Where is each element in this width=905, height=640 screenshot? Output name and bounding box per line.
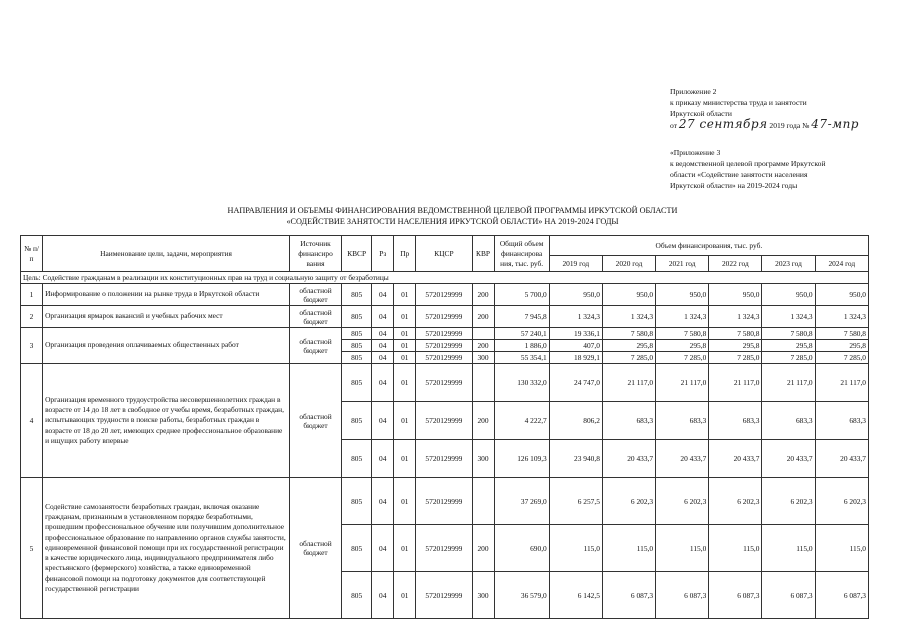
cell-pr: 01 [394, 306, 416, 328]
cell-total: 690,0 [494, 525, 549, 572]
cell-year-value: 1 324,3 [656, 306, 709, 328]
cell-total: 57 240,1 [494, 328, 549, 340]
cell-rz: 04 [372, 328, 394, 340]
cell-year-value: 1 324,3 [815, 306, 868, 328]
cell-kcsr: 5720129999 [416, 572, 472, 619]
col-num: № п/п [21, 236, 43, 272]
cell-kcsr: 5720129999 [416, 364, 472, 402]
cell-kvr [472, 364, 494, 402]
cell-pr: 01 [394, 572, 416, 619]
cell-kvsr: 805 [342, 306, 372, 328]
cell-total: 130 332,0 [494, 364, 549, 402]
cell-year-value: 950,0 [549, 284, 602, 306]
cell-year-value: 1 324,3 [549, 306, 602, 328]
cell-year-value: 7 285,0 [656, 352, 709, 364]
cell-kcsr: 5720129999 [416, 284, 472, 306]
cell-year-value: 6 202,3 [815, 478, 868, 525]
row-number: 3 [21, 328, 43, 364]
cell-total: 37 269,0 [494, 478, 549, 525]
cell-year-value: 7 580,8 [709, 328, 762, 340]
cell-year-value: 7 285,0 [815, 352, 868, 364]
appendix-line: Приложение 2 [670, 87, 717, 96]
cell-rz: 04 [372, 364, 394, 402]
cell-year-value: 21 117,0 [762, 364, 815, 402]
col-year: 2021 год [656, 256, 709, 272]
appendix-date-line [670, 119, 859, 130]
cell-year-value: 295,8 [762, 340, 815, 352]
cell-kvr [472, 478, 494, 525]
cell-kvr: 200 [472, 284, 494, 306]
document-title [0, 205, 905, 227]
cell-total: 36 579,0 [494, 572, 549, 619]
date-middle: 2019 года № [769, 121, 810, 130]
col-volume: Объем финансирования, тыс. руб. [549, 236, 868, 256]
cell-rz: 04 [372, 340, 394, 352]
cell-pr: 01 [394, 525, 416, 572]
cell-year-value: 23 940,8 [549, 440, 602, 478]
cell-year-value: 7 580,8 [762, 328, 815, 340]
cell-rz: 04 [372, 478, 394, 525]
handwritten-date: 27 сентября [678, 117, 768, 131]
cell-kvsr: 805 [342, 328, 372, 340]
cell-year-value: 21 117,0 [656, 364, 709, 402]
cell-pr: 01 [394, 478, 416, 525]
cell-pr: 01 [394, 284, 416, 306]
col-year: 2024 год [815, 256, 868, 272]
cell-pr: 01 [394, 340, 416, 352]
goal-text: Цель: Содействие гражданам в реализации их конституционных прав на труд и социальную защиту от безработицы [21, 272, 869, 284]
cell-rz: 04 [372, 284, 394, 306]
cell-kcsr: 5720129999 [416, 525, 472, 572]
cell-kvr: 200 [472, 306, 494, 328]
cell-year-value: 683,3 [762, 402, 815, 440]
cell-kvsr: 805 [342, 525, 372, 572]
row-number: 5 [21, 478, 43, 619]
table-row [21, 478, 869, 525]
cell-year-value: 950,0 [656, 284, 709, 306]
row-number: 2 [21, 306, 43, 328]
cell-year-value: 115,0 [709, 525, 762, 572]
cell-total: 126 109,3 [494, 440, 549, 478]
cell-year-value: 295,8 [709, 340, 762, 352]
cell-year-value: 683,3 [815, 402, 868, 440]
cell-pr: 01 [394, 440, 416, 478]
cell-year-value: 6 087,3 [762, 572, 815, 619]
cell-rz: 04 [372, 440, 394, 478]
cell-year-value: 24 747,0 [549, 364, 602, 402]
cell-year-value: 20 433,7 [602, 440, 655, 478]
table-row [21, 328, 869, 340]
cell-kvr: 300 [472, 572, 494, 619]
cell-year-value: 6 202,3 [656, 478, 709, 525]
cell-year-value: 950,0 [815, 284, 868, 306]
cell-kvsr: 805 [342, 440, 372, 478]
row-name: Информирование о положении на рынке труда в Иркутской области [43, 284, 290, 306]
cell-kvr: 300 [472, 440, 494, 478]
row-name: Организация временного трудоустройства несовершеннолетних граждан в возрасте от 14 до 18 лет в свободное от учебы время, безработных граждан, испытывающих трудности в поиске работы, безработных граждан в возрасте от 18 до 20 лет, имеющих среднее профессиональное образование и ищущих работу впервые [43, 364, 290, 478]
cell-total: 5 700,0 [494, 284, 549, 306]
cell-kvsr: 805 [342, 352, 372, 364]
cell-year-value: 950,0 [709, 284, 762, 306]
program-line: Иркутской области» на 2019-2024 годы [670, 181, 798, 190]
cell-year-value: 19 336,1 [549, 328, 602, 340]
row-source: областной бюджет [289, 364, 341, 478]
cell-year-value: 295,8 [656, 340, 709, 352]
cell-kvsr: 805 [342, 340, 372, 352]
cell-year-value: 6 202,3 [762, 478, 815, 525]
program-line: «Приложение 3 [670, 148, 721, 157]
cell-year-value: 21 117,0 [709, 364, 762, 402]
row-name: Организация ярмарок вакансий и учебных рабочих мест [43, 306, 290, 328]
row-number: 4 [21, 364, 43, 478]
cell-pr: 01 [394, 402, 416, 440]
cell-year-value: 6 087,3 [602, 572, 655, 619]
cell-kcsr: 5720129999 [416, 440, 472, 478]
col-kvr: КВР [472, 236, 494, 272]
cell-year-value: 1 324,3 [762, 306, 815, 328]
cell-year-value: 7 580,8 [656, 328, 709, 340]
col-kcsr: КЦСР [416, 236, 472, 272]
cell-rz: 04 [372, 525, 394, 572]
col-name: Наименование цели, задачи, мероприятия [43, 236, 290, 272]
cell-year-value: 7 580,8 [602, 328, 655, 340]
cell-year-value: 1 324,3 [602, 306, 655, 328]
cell-year-value: 806,2 [549, 402, 602, 440]
cell-kcsr: 5720129999 [416, 340, 472, 352]
title-line-1: НАПРАВЛЕНИЯ И ОБЪЕМЫ ФИНАНСИРОВАНИЯ ВЕДОМСТВЕННОЙ ЦЕЛЕВОЙ ПРОГРАММЫ ИРКУТСКОЙ ОБЛАСТИ [227, 206, 678, 215]
cell-kcsr: 5720129999 [416, 352, 472, 364]
cell-year-value: 115,0 [656, 525, 709, 572]
col-pr: Пр [394, 236, 416, 272]
col-kvsr: КВСР [342, 236, 372, 272]
col-rz: Рз [372, 236, 394, 272]
cell-kvsr: 805 [342, 572, 372, 619]
cell-rz: 04 [372, 352, 394, 364]
cell-year-value: 407,0 [549, 340, 602, 352]
financing-table [20, 235, 869, 619]
program-header [670, 147, 826, 191]
cell-kcsr: 5720129999 [416, 478, 472, 525]
row-source: областной бюджет [289, 306, 341, 328]
cell-total: 4 222,7 [494, 402, 549, 440]
cell-year-value: 115,0 [762, 525, 815, 572]
title-line-2: «СОДЕЙСТВИЕ ЗАНЯТОСТИ НАСЕЛЕНИЯ ИРКУТСКОЙ ОБЛАСТИ» НА 2019-2024 ГОДЫ [286, 217, 619, 226]
cell-pr: 01 [394, 352, 416, 364]
row-source: областной бюджет [289, 284, 341, 306]
cell-rz: 04 [372, 306, 394, 328]
table-row [21, 364, 869, 402]
program-line: к ведомственной целевой программе Иркутской [670, 159, 826, 168]
cell-kvsr: 805 [342, 402, 372, 440]
cell-year-value: 6 087,3 [815, 572, 868, 619]
cell-pr: 01 [394, 328, 416, 340]
program-line: области «Содействие занятости населения [670, 170, 808, 179]
cell-kcsr: 5720129999 [416, 306, 472, 328]
handwritten-number: 47-мпр [811, 117, 859, 131]
cell-year-value: 950,0 [762, 284, 815, 306]
col-year: 2022 год [709, 256, 762, 272]
cell-kcsr: 5720129999 [416, 402, 472, 440]
cell-kvsr: 805 [342, 478, 372, 525]
row-number: 1 [21, 284, 43, 306]
cell-total: 55 354,1 [494, 352, 549, 364]
cell-kvsr: 805 [342, 364, 372, 402]
cell-year-value: 21 117,0 [815, 364, 868, 402]
table-row [21, 306, 869, 328]
cell-pr: 01 [394, 364, 416, 402]
cell-total: 1 886,0 [494, 340, 549, 352]
appendix-header [670, 86, 859, 130]
cell-year-value: 20 433,7 [656, 440, 709, 478]
cell-kvr: 300 [472, 352, 494, 364]
cell-kvsr: 805 [342, 284, 372, 306]
cell-year-value: 1 324,3 [709, 306, 762, 328]
cell-year-value: 7 285,0 [602, 352, 655, 364]
cell-year-value: 683,3 [656, 402, 709, 440]
col-total: Общий объем финансирова ния, тыс. руб. [494, 236, 549, 272]
cell-year-value: 20 433,7 [762, 440, 815, 478]
cell-kvr: 200 [472, 340, 494, 352]
cell-rz: 04 [372, 572, 394, 619]
cell-year-value: 6 202,3 [602, 478, 655, 525]
header-row [21, 236, 869, 256]
cell-year-value: 7 285,0 [709, 352, 762, 364]
col-year: 2020 год [602, 256, 655, 272]
date-prefix: от [670, 121, 678, 130]
cell-year-value: 295,8 [815, 340, 868, 352]
row-source: областной бюджет [289, 478, 341, 619]
row-name: Организация проведения оплачиваемых общественных работ [43, 328, 290, 364]
appendix-line: к приказу министерства труда и занятости [670, 98, 807, 107]
cell-year-value: 20 433,7 [709, 440, 762, 478]
col-source: Источник финансиро вания [289, 236, 341, 272]
cell-year-value: 6 257,5 [549, 478, 602, 525]
col-year: 2023 год [762, 256, 815, 272]
row-name: Содействие самозанятости безработных граждан, включая оказание гражданам, признанным в установленном порядке безработными, прошедшим профессиональное обучение или получившим дополнительное профессиональное образование по направлению органов службы занятости, единовременной финансовой помощи при их государственной регистрации в качестве юридического лица, индивидуального предпринимателя либо крестьянского (фермерского) хозяйства, а также единовременной финансовой помощи на подготовку документов для соответствующей государственной регистрации [43, 478, 290, 619]
row-source: областной бюджет [289, 328, 341, 364]
cell-year-value: 6 142,5 [549, 572, 602, 619]
col-year: 2019 год [549, 256, 602, 272]
cell-year-value: 6 087,3 [709, 572, 762, 619]
cell-year-value: 18 929,1 [549, 352, 602, 364]
cell-rz: 04 [372, 402, 394, 440]
cell-year-value: 6 087,3 [656, 572, 709, 619]
cell-total: 7 945,8 [494, 306, 549, 328]
cell-year-value: 7 580,8 [815, 328, 868, 340]
cell-year-value: 7 285,0 [762, 352, 815, 364]
cell-year-value: 295,8 [602, 340, 655, 352]
cell-kvr: 200 [472, 525, 494, 572]
cell-kvr [472, 328, 494, 340]
cell-year-value: 115,0 [602, 525, 655, 572]
table-row [21, 284, 869, 306]
cell-kcsr: 5720129999 [416, 328, 472, 340]
cell-year-value: 683,3 [709, 402, 762, 440]
cell-year-value: 683,3 [602, 402, 655, 440]
cell-year-value: 20 433,7 [815, 440, 868, 478]
cell-year-value: 21 117,0 [602, 364, 655, 402]
cell-year-value: 115,0 [815, 525, 868, 572]
cell-year-value: 115,0 [549, 525, 602, 572]
cell-kvr: 200 [472, 402, 494, 440]
cell-year-value: 6 202,3 [709, 478, 762, 525]
cell-year-value: 950,0 [602, 284, 655, 306]
appendix-line: Иркутской области [670, 109, 732, 118]
goal-row [21, 272, 869, 284]
